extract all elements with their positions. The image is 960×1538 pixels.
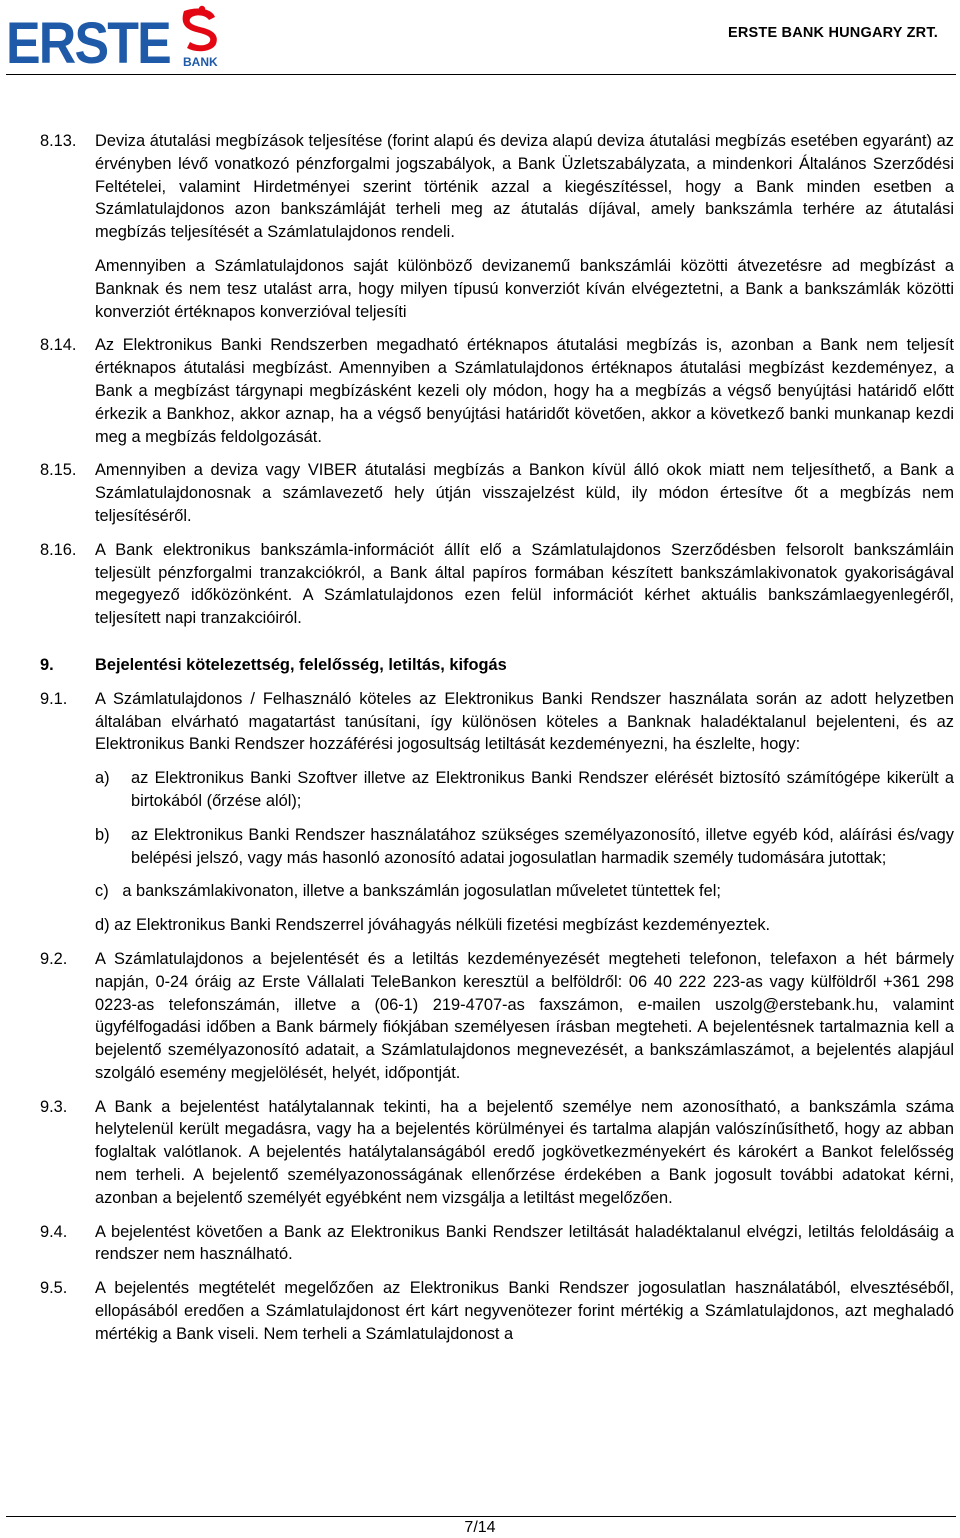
- list-label: b): [95, 825, 110, 844]
- clause-text: A bejelentést követően a Bank az Elektronikus Banki Rendszer letiltását haladéktalanul elvégzi, letiltás feloldásáig a rendszer nem használható.: [95, 1222, 954, 1264]
- clause-8-13-continuation: Amennyiben a Számlatulajdonos saját különböző devizanemű bankszámlái közötti átvezetésre ad megbízást a Banknak és nem tesz utalást arra, hogy milyen típusú konverziót kíván elvégeztetni, a Bank a bankszámlák közötti konverziót értéknapos konverzióval teljesíti: [95, 256, 954, 321]
- clause-number: 9.1.: [40, 689, 68, 708]
- clause-text: Amennyiben a deviza vagy VIBER átutalási megbízás a Bankon kívül álló okok miatt nem teljesíthető, a Bank a Számlatulajdonosnak a számlavezető hely útján visszajelzést küld, ily módon értesítve őt a megbízás nem teljesítéséről.: [95, 461, 954, 525]
- erste-bank-logo: [6, 5, 220, 67]
- company-name: ERSTE BANK HUNGARY ZRT.: [727, 25, 938, 41]
- erste-logo-graphic: [6, 5, 220, 67]
- clause-9-5: [40, 1277, 954, 1345]
- clause-number: 9.2.: [40, 949, 68, 968]
- clause-text: Deviza átutalási megbízások teljesítése (forint alapú és deviza alapú deviza átutalási megbízás esetében egyaránt) az érvényben lévő vonatkozó pénzforgalmi jogszabályok, a Bank Üzletszabályzata, a mindenkori Általános Szerződési Feltételei, valamint Hirdetményei szerint történik azzal a kiegészítéssel, hogy a Bank minden esetben a Számlatulajdonos azon bankszámláját terheli meg az átutalás díjával, amely bankszámla terhére az átutalási megbízás teljesítését a Számlatulajdonos rendeli.: [95, 132, 954, 242]
- document-body: [40, 130, 954, 1357]
- clause-text: A Számlatulajdonos a bejelentését és a letiltás kezdeményezését megteheti telefonon, telefaxon a hét bármely napján, 0-24 óráig az Erste Vállalati TeleBankon keresztül a belföldről: 06 40 222 223-as vagy külföldről +361 298 0223-as telefonszámán, illetve a (06-1) 219-4707-as faxszámon, e-mailen uszolg@erstebank.hu, valamint ügyfélfogadási időben a Bank bármely fiókjában személyesen írásban megteheti. A bejelentésnek tartalmaznia kell a bejelentő személyazonosító adatait, a Számlatulajdonos megnevezését, a bankszámlaszámot, a bejelentés alapjául szolgáló esemény megjelölését, helyét, időpontját.: [95, 949, 954, 1082]
- clause-9-4: [40, 1221, 954, 1267]
- header-divider: [6, 74, 956, 75]
- list-text: az Elektronikus Banki Rendszer használatához szükséges személyazonosító, illetve egyéb kód, aláírási és/vagy belépési jelszó, vagy más hasonló azonosító adatai jogosulatlan harmadik személy tudomására jutottak;: [131, 825, 954, 867]
- clause-number: 8.13.: [40, 132, 77, 150]
- section-9-heading: [40, 654, 954, 677]
- clause-9-2: [40, 948, 954, 1085]
- page-header: [0, 0, 960, 78]
- footer-divider: [6, 1516, 956, 1517]
- clause-8-14: [40, 334, 954, 448]
- list-item-c: c) a bankszámlakivonaton, illetve a bankszámlán jogosulatlan műveletet tüntettek fel;: [95, 882, 721, 901]
- section-number: 9.: [40, 655, 54, 674]
- list-text: az Elektronikus Banki Szoftver illetve az Elektronikus Banki Rendszer elérését biztosító számítógépe kikerült a birtokából (őrzése alól);: [131, 769, 954, 810]
- logo-bank-label: BANK: [183, 55, 218, 67]
- clause-number: 9.5.: [40, 1279, 68, 1298]
- clause-number: 9.3.: [40, 1097, 68, 1116]
- clause-number: 8.16.: [40, 540, 77, 559]
- clause-9-3: [40, 1096, 954, 1210]
- list-item-d: d) az Elektronikus Banki Rendszerrel jóváhagyás nélküli fizetési megbízást kezdeményeztek.: [95, 916, 771, 935]
- list-label: a): [95, 769, 110, 788]
- page-footer: [0, 1516, 960, 1538]
- clause-number: 8.15.: [40, 461, 77, 480]
- clause-number: 9.4.: [40, 1222, 68, 1241]
- logo-s-mark-icon: [183, 9, 217, 52]
- page-number: 7/14: [464, 1519, 496, 1536]
- clause-text: A bejelentés megtételét megelőzően az Elektronikus Banki Rendszer jogosulatlan használatából, elvesztéséből, ellopásából eredően a Számlatulajdonost ért kárt negyvenötezer forint mértékig a Számlatulajdonos, azt meghaladó mértékig a Bank viseli. Nem terheli a Számlatulajdonost a: [95, 1279, 954, 1343]
- list-item-a: [40, 767, 954, 813]
- list-item-b: [40, 824, 954, 870]
- clause-8-15: [40, 459, 954, 527]
- clause-text: Az Elektronikus Banki Rendszerben megadható értéknapos átutalási megbízás is, azonban a Bank nem teljesít értéknapos átutalási megbízást. Amennyiben a Számlatulajdonos értéknapos átutalási megbízást kezdeményez, a Bank a megbízást tárgynapi megbízásként kezeli oly módon, hogy ha a megbízás a végső benyújtási határidő előtt érkezik a Bankhoz, akkor aznap, ha a végső benyújtási határidőt követően, akkor a következő banki munkanap kezdi meg a megbízás feldolgozását.: [95, 336, 954, 446]
- logo-wordmark: ERSTE: [6, 11, 171, 67]
- clause-number: 8.14.: [40, 336, 77, 355]
- clause-text: A Bank a bejelentést hatálytalannak tekinti, ha a bejelentő személye nem azonosítható, a bankszámla száma helytelenül került megadásra, vagy ha a bejelentés körülményei és tartalma alapján valószínűsíthető, hogy az abban foglaltak valótlanok. A bejelentés hatálytalanságából eredő jogkövetkezményekért és károkért a Bankot felelősség nem terheli. A bejelentő személyazonosságának ellenőrzése érdekében a Bank jogosult további adatokat kérni, azonban a bejelentő személyét egyébként nem vizsgálja a letiltást megelőzően.: [95, 1097, 954, 1207]
- clause-9-1: [40, 688, 954, 756]
- clause-text: A Bank elektronikus bankszámla-információt állít elő a Számlatulajdonos Szerződésben felsorolt bankszámláin teljesült pénzforgalmi tranzakciókról, a Bank által papíros formában készített bankszámlakivonatok gyakoriságával megegyező időközönként. A Számlatulajdonos ezen felül információt kérhet aktuális bankszámlaegyenlegéről, teljesített napi tranzakcióiról.: [95, 540, 954, 628]
- clause-text: A Számlatulajdonos / Felhasználó köteles az Elektronikus Banki Rendszer használata során az adott helyzetben általában elvárható magatartást tanúsítani, így különösen köteles a Banknak haladéktalanul bejelenteni, és az Elektronikus Banki Rendszer hozzáférési jogosultság letiltását kezdeményezni, ha észlelte, hogy:: [95, 689, 954, 754]
- clause-8-13: [40, 130, 954, 244]
- clause-8-16: [40, 539, 954, 630]
- section-title: Bejelentési kötelezettség, felelősség, letiltás, kifogás: [95, 655, 507, 674]
- logo-dot-icon: [199, 6, 205, 12]
